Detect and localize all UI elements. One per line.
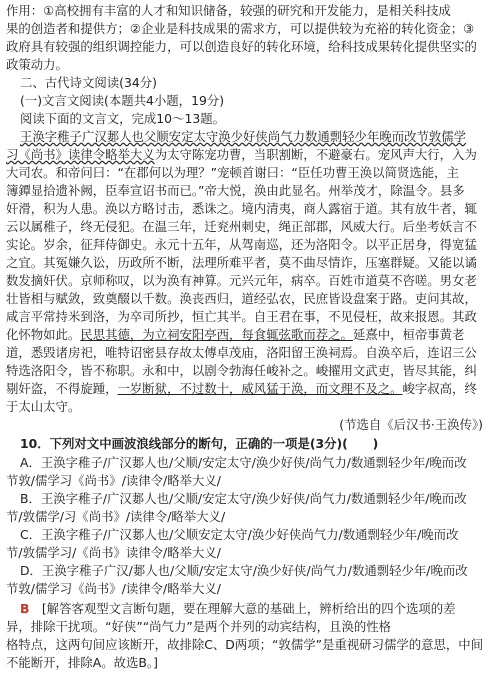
subsection-heading: (一)文言文阅读(本题共4小题，19分) [20, 93, 225, 108]
text-line: 政策动力。 [6, 57, 68, 72]
option-c-cont: 节/敦儒学习/《尚书》读律令/略举大义/ [6, 545, 221, 560]
option-b: B．王涣字稚子/广汉郪人也/父顺/安定太守/涣少好侠/尚气力/数通剽轻少年/晚而改 [20, 491, 467, 506]
passage-line: 于太山太守。 [6, 399, 81, 414]
wavy-underlined-text: 习《尚书》读律令略举大义 [6, 147, 155, 162]
passage-line: 道，悉毁诸房祀，唯特诏密县存故太傅卓茂庙，洛阳留王涣祠焉。自涣卒后，连诏三公 [6, 345, 477, 360]
passage-line: 剔奸盗，不得旋踵，一岁断狱，不过数十，威风猛于涣，而文理不及之。峻字叔高，终 [6, 381, 477, 396]
passage-source: (节选自《后汉书·王涣传》) [339, 417, 483, 432]
text-line: 果的创造者和提供方；②企业是科技成果的需求方，可以提供较为充裕的转化资金；③ [6, 21, 475, 36]
passage-line: 奸滑，积为人患。涣以方略讨击，悉诛之。境内清夷，商人露宿于道。其有放牛者，辄 [6, 201, 477, 216]
passage-line: 数发摘奸伏。京师称叹，以为涣有神算。元兴元年，病卒。百姓市道莫不咨嗟。男女老 [6, 273, 477, 288]
option-a-cont: 节敦/儒学习《尚书》/读律令/略举大义/ [6, 473, 221, 488]
option-b-cont: 节/敦儒学/习《尚书》/读律令/略举大义/ [6, 509, 226, 524]
passage-line: 特选洛阳令，皆不称职。永和中，以剧令勃海任峻补之。峻擢用文武吏，皆尽其能，纠 [6, 363, 477, 378]
option-a: A．王涣字稚子/广汉郪人也/父顺/安定太守/涣少好侠/尚气力/数通剽轻少年/晚而改 [20, 455, 467, 470]
passage-line: 之宜。其冤嫌久讼，历政所不断，法理所难平者，莫不曲尽情诈，压塞群疑。又能以谲 [6, 255, 477, 270]
underlined-sentence: 民思其德，为立祠安阳亭西，每食辄弦歌而荐之。 [80, 327, 353, 342]
passage-line: 习《尚书》读律令略举大义为太守陈宠功曹，当职割断，不避豪右。宠风声大行，入为 [6, 147, 477, 162]
answer-line: 不能断开，排除A。故选B。] [6, 655, 158, 670]
question-stem: 10．下列对文中画波浪线部分的断句，正确的一项是(3分)( ) [20, 436, 379, 451]
answer-line: 异，排除干扰项。“好侠”“尚气力”是两个并列的动宾结构，且涣的性格 [6, 619, 392, 634]
passage-line [20, 129, 466, 145]
section-heading: 二、古代诗文阅读(34分) [20, 75, 157, 90]
answer-letter: B [20, 601, 30, 616]
passage-line: 咸言平常持米到洛，为卒司所抄，恒亡其半。自王君在事，不见侵枉，故来报恩。其政 [6, 309, 477, 324]
text-line: 作用：①高校拥有丰富的人才和知识储备，较强的研究和开发能力，是相关科技成 [6, 3, 451, 18]
instruction-text: 阅读下面的文言文，完成10～13题。 [20, 111, 226, 126]
passage-line: 壮皆相与赋敛，致奠醊以千数。涣丧西归，道经弘农，民庶皆设盘案于路。吏问其故， [6, 291, 477, 306]
option-d: D．王涣字稚子广汉/郪人也/父顺/安定太守/涣少好侠/尚气力/数通剽轻少年/晚而改 [20, 563, 468, 578]
answer-line: B [解答客观型文言断句题，要在理解大意的基础上，辨析给出的四个选项的差 [20, 601, 456, 616]
option-c: C．王涣字稚子/广汉郪人也/父顺安定太守/涣少好侠尚气力/数通剽轻少年/晚而改 [20, 527, 459, 542]
passage-line: 簿鐔显拾遗补阙，臣奉宣诏书而已。”帝大悦，涣由此显名。州举茂才，除温令。县多 [6, 183, 465, 198]
passage-line: 大司农。和帝问曰：“在郡何以为理？”宠顿首谢曰：“臣任功曹王涣以简贤选能，主 [6, 165, 459, 180]
passage-line: 实论。岁余，征拜侍御史。永元十五年，从驾南巡，还为洛阳令。以平正居身，得宽猛 [6, 237, 477, 252]
option-d-cont: 节敦/儒学习《尚书》/读律令/略举大义/ [6, 581, 221, 596]
passage-line: 化怀物如此。民思其德，为立祠安阳亭西，每食辄弦歌而荐之。延熹中，桓帝事黄老 [6, 327, 465, 342]
text-line: 政府具有较强的组织调控能力，可以创造良好的转化环境，给科技成果转化提供坚实的 [6, 39, 477, 54]
answer-line: 格特点，这两句间应该断开，故排除C、D两项；“敦儒学”是重视研习儒学的意思，中间 [6, 637, 484, 652]
passage-line: 云以属稚子，终无侵犯。在温三年，迁兖州刺史，绳正部郡，风威大行。后坐考妖言不 [6, 219, 477, 234]
underlined-sentence: 一岁断狱，不过数十，威风猛于涣，而文理不及之。 [117, 381, 403, 396]
wavy-underlined-text: 王涣字稚子广汉郪人也父顺安定太守涣少好侠尚气力数通剽轻少年晚而改节敦儒学 [20, 129, 467, 144]
